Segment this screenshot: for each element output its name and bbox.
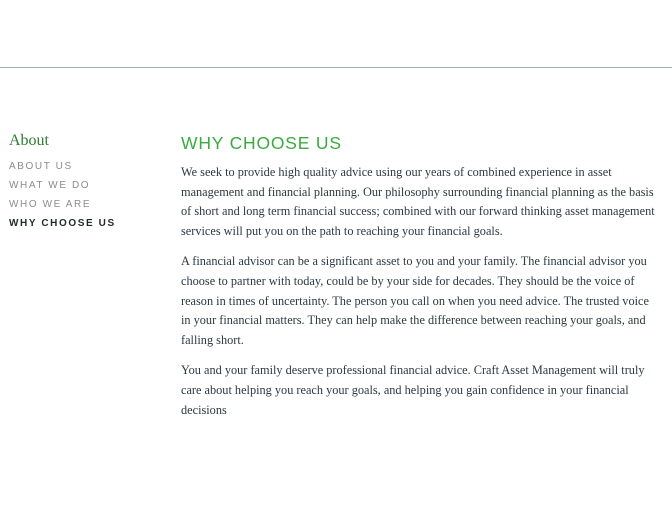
sidebar-item-why-choose-us[interactable]: WHY CHOOSE US [9, 218, 116, 229]
sidebar [9, 131, 169, 233]
paragraph-advisor: A financial advisor can be a significant asset to you and your family. The financial advisor you choose to partner with today, could be by your side for decades. They should be the voice of reason in times of uncertainty. The person you call on when you need advice. The trusted voice in your financial matters. They can help make the difference between reaching your goals, and falling short. [181, 254, 649, 347]
page-title: WHY CHOOSE US [181, 133, 342, 153]
sidebar-item-who-we-are[interactable]: WHO WE ARE [9, 199, 92, 210]
paragraph-intro: We seek to provide high quality advice using our years of combined experience in asset management and financial planning. Our philosophy surrounding financial planning as the basis of short and long term financial success; combined with our forward thinking asset management services will put you on the path to reaching your financial goals. [181, 165, 655, 238]
paragraph-closing: You and your family deserve professional financial advice. Craft Asset Management will truly care about helping you reach your goals, and helping you gain confidence in your financial decisions [181, 363, 645, 417]
header-divider [0, 67, 672, 68]
sidebar-nav [9, 157, 169, 233]
sidebar-item-what-we-do[interactable]: WHAT WE DO [9, 180, 91, 191]
main-content [181, 133, 661, 431]
sidebar-title: About [9, 132, 49, 149]
sidebar-item-about-us[interactable]: ABOUT US [9, 161, 73, 172]
header-bar [0, 0, 672, 67]
